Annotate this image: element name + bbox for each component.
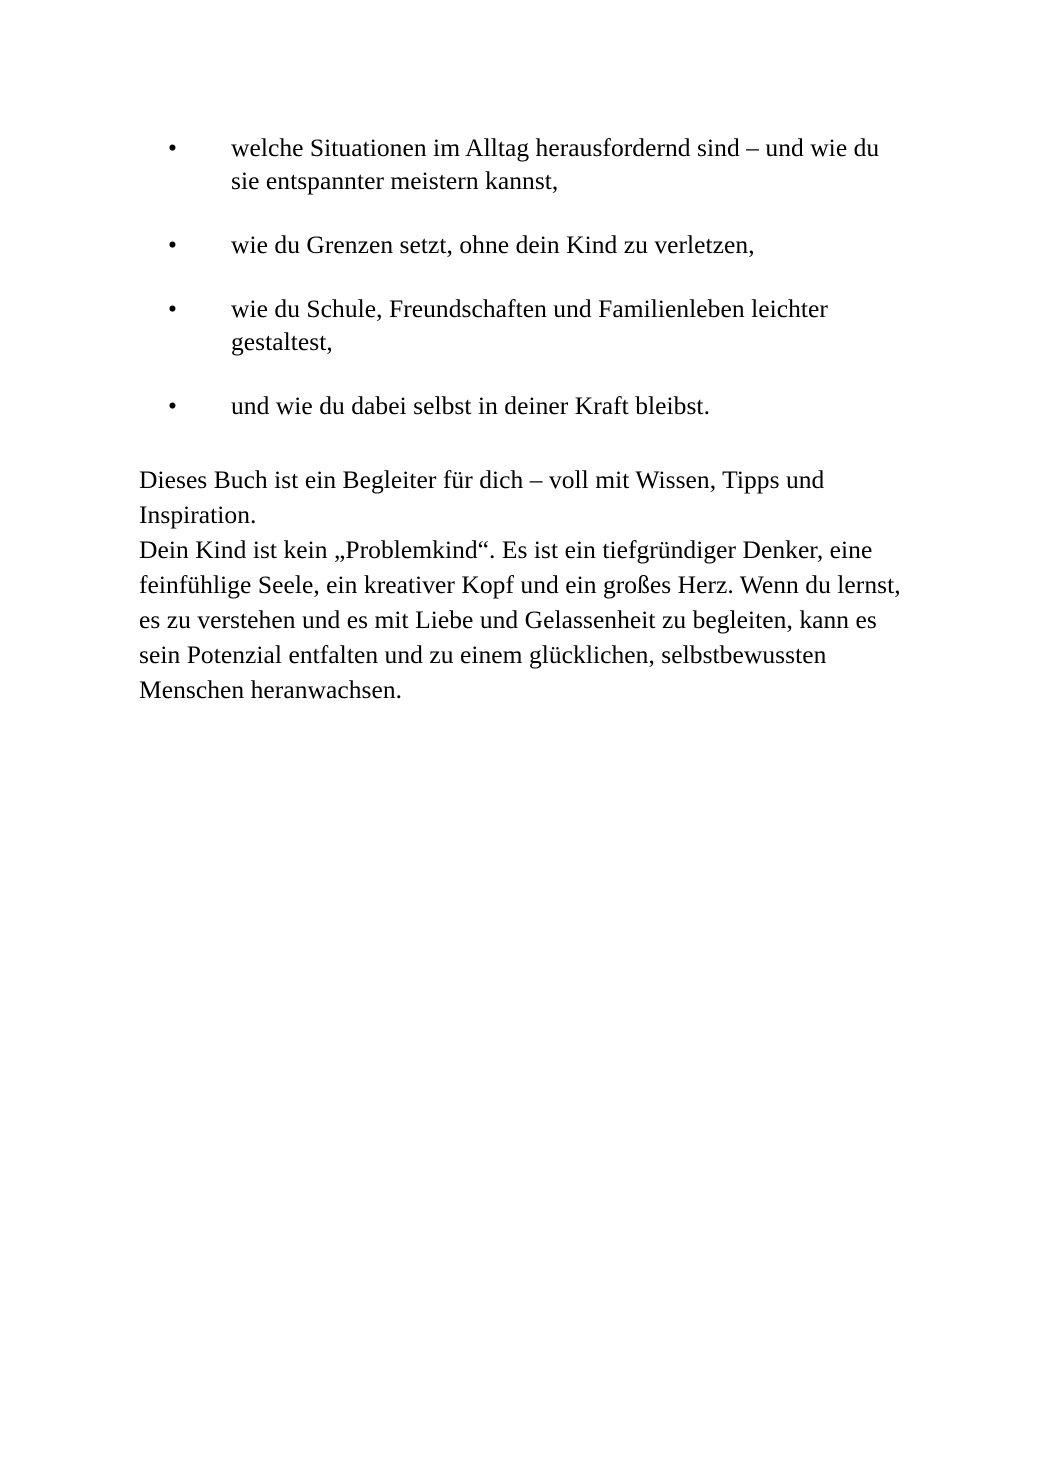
body-paragraph-block (139, 462, 907, 707)
list-item-text: wie du Grenzen setzt, ohne dein Kind zu verletzen, (231, 230, 755, 259)
list-item-text: wie du Schule, Freundschaften und Familienleben leichter gestaltest, (231, 294, 828, 356)
bullet-icon: • (168, 230, 177, 259)
bullet-icon: • (168, 294, 177, 323)
list-item (139, 228, 914, 261)
list-item-text: welche Situationen im Alltag herausfordernd sind – und wie du sie entspannter meistern kannst, (231, 133, 880, 195)
paragraph-line-1: Dieses Buch ist ein Begleiter für dich – voll mit Wissen, Tipps und Inspiration. (139, 465, 831, 529)
bullet-list (139, 131, 914, 422)
list-item (139, 389, 914, 422)
bullet-icon: • (168, 133, 177, 162)
document-content (139, 131, 914, 707)
bullet-icon: • (168, 391, 177, 420)
list-item (139, 292, 914, 358)
paragraph-line-2: Dein Kind ist kein „Problemkind“. Es ist ein tiefgründiger Denker, eine feinfühlige Seele, ein kreativer Kopf und ein großes Herz. Wenn du lernst, es zu verstehen und es mit Liebe und Gelassenheit zu begleiten, kann es sein Potenzial entfalten und zu einem glücklichen, selbstbewussten Menschen heranwachsen. (139, 535, 908, 704)
list-item (139, 131, 914, 197)
list-item-text: und wie du dabei selbst in deiner Kraft bleibst. (231, 391, 710, 420)
